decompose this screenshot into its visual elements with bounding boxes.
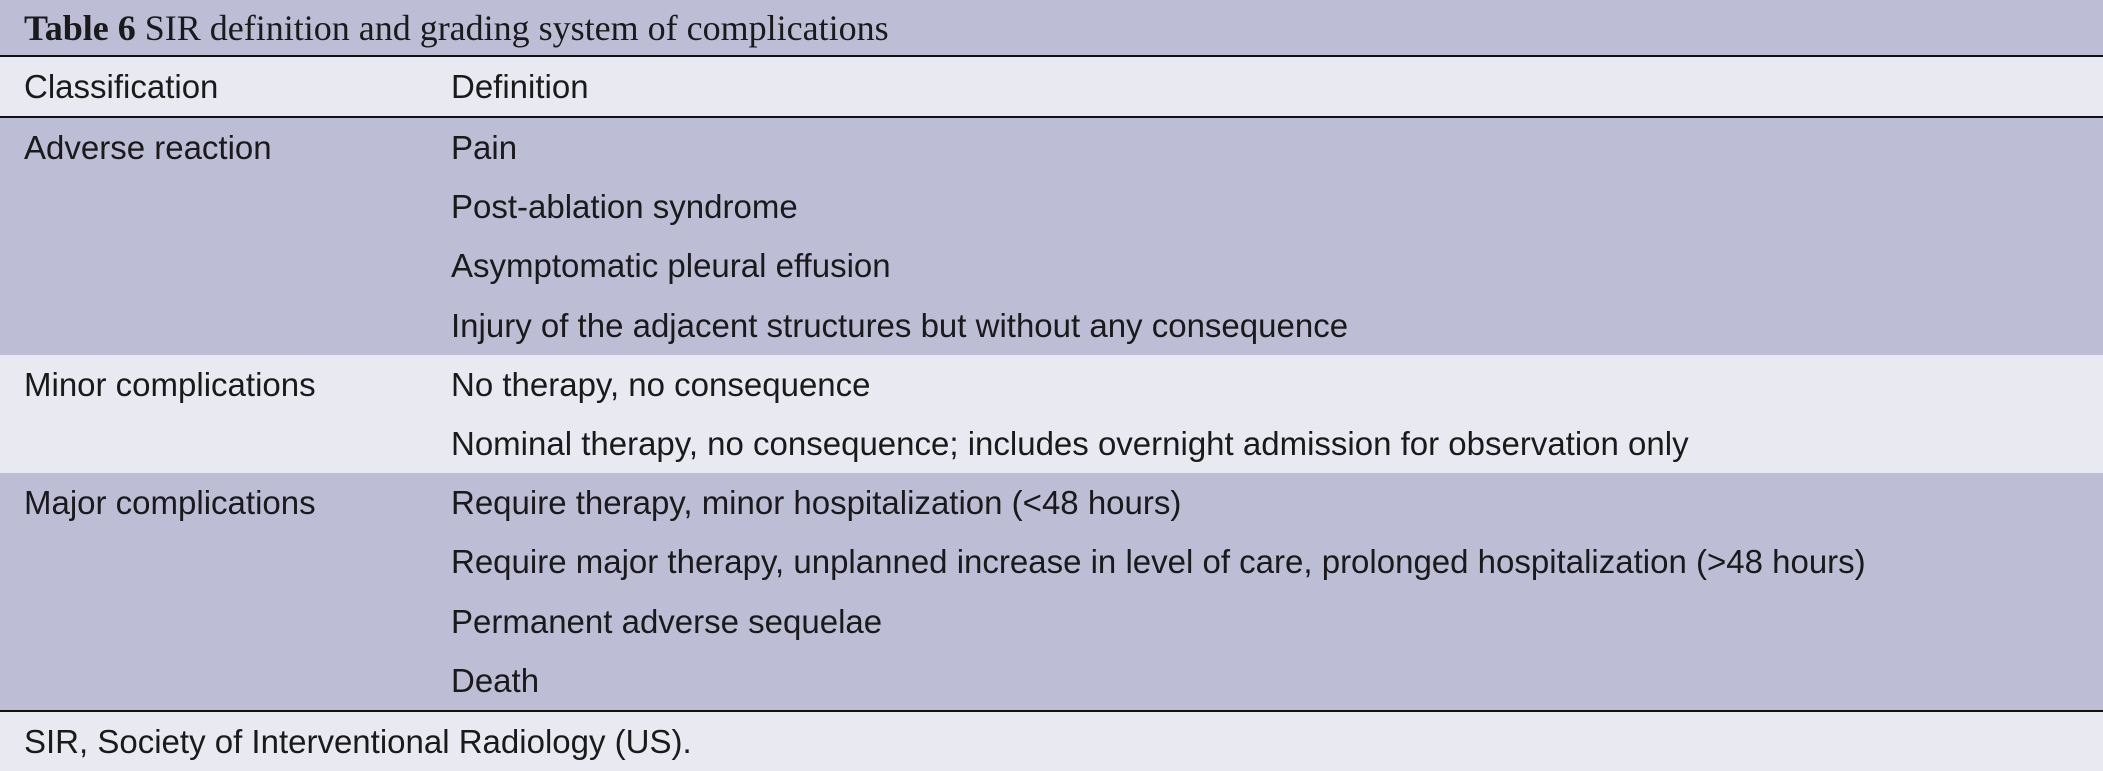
classification-cell: Major complications xyxy=(24,484,316,522)
definition-cell: Require therapy, minor hospitalization (<48 hours) xyxy=(451,484,1182,522)
definition-cell: Injury of the adjacent structures but without any consequence xyxy=(451,306,1349,344)
table-title: SIR definition and grading system of complications xyxy=(144,8,889,48)
classification-cell: Minor complications xyxy=(24,365,316,403)
definition-cell: Asymptomatic pleural effusion xyxy=(451,247,891,285)
table-caption xyxy=(0,0,2103,57)
row-group-adverse-reaction xyxy=(0,118,2103,355)
row-group-minor-complications xyxy=(0,355,2103,473)
definition-cell: No therapy, no consequence xyxy=(451,365,871,403)
header-definition: Definition xyxy=(451,67,589,105)
definition-cell: Require major therapy, unplanned increase in level of care, prolonged hospitalization (>48 hours) xyxy=(451,543,1866,581)
row-group-major-complications xyxy=(0,473,2103,712)
definition-cell: Nominal therapy, no consequence; includes overnight admission for observation only xyxy=(451,424,1689,462)
classification-cell: Adverse reaction xyxy=(24,129,272,166)
definition-cell: Pain xyxy=(451,129,518,166)
table-header-row xyxy=(0,57,2103,118)
header-classification: Classification xyxy=(24,67,219,105)
table-label: Table 6 xyxy=(24,8,136,48)
table-footnote: SIR, Society of Interventional Radiology (US). xyxy=(0,712,2103,771)
definition-cell: Post-ablation syndrome xyxy=(451,188,798,226)
definition-cell: Permanent adverse sequelae xyxy=(451,602,883,640)
definition-cell: Death xyxy=(451,661,540,699)
